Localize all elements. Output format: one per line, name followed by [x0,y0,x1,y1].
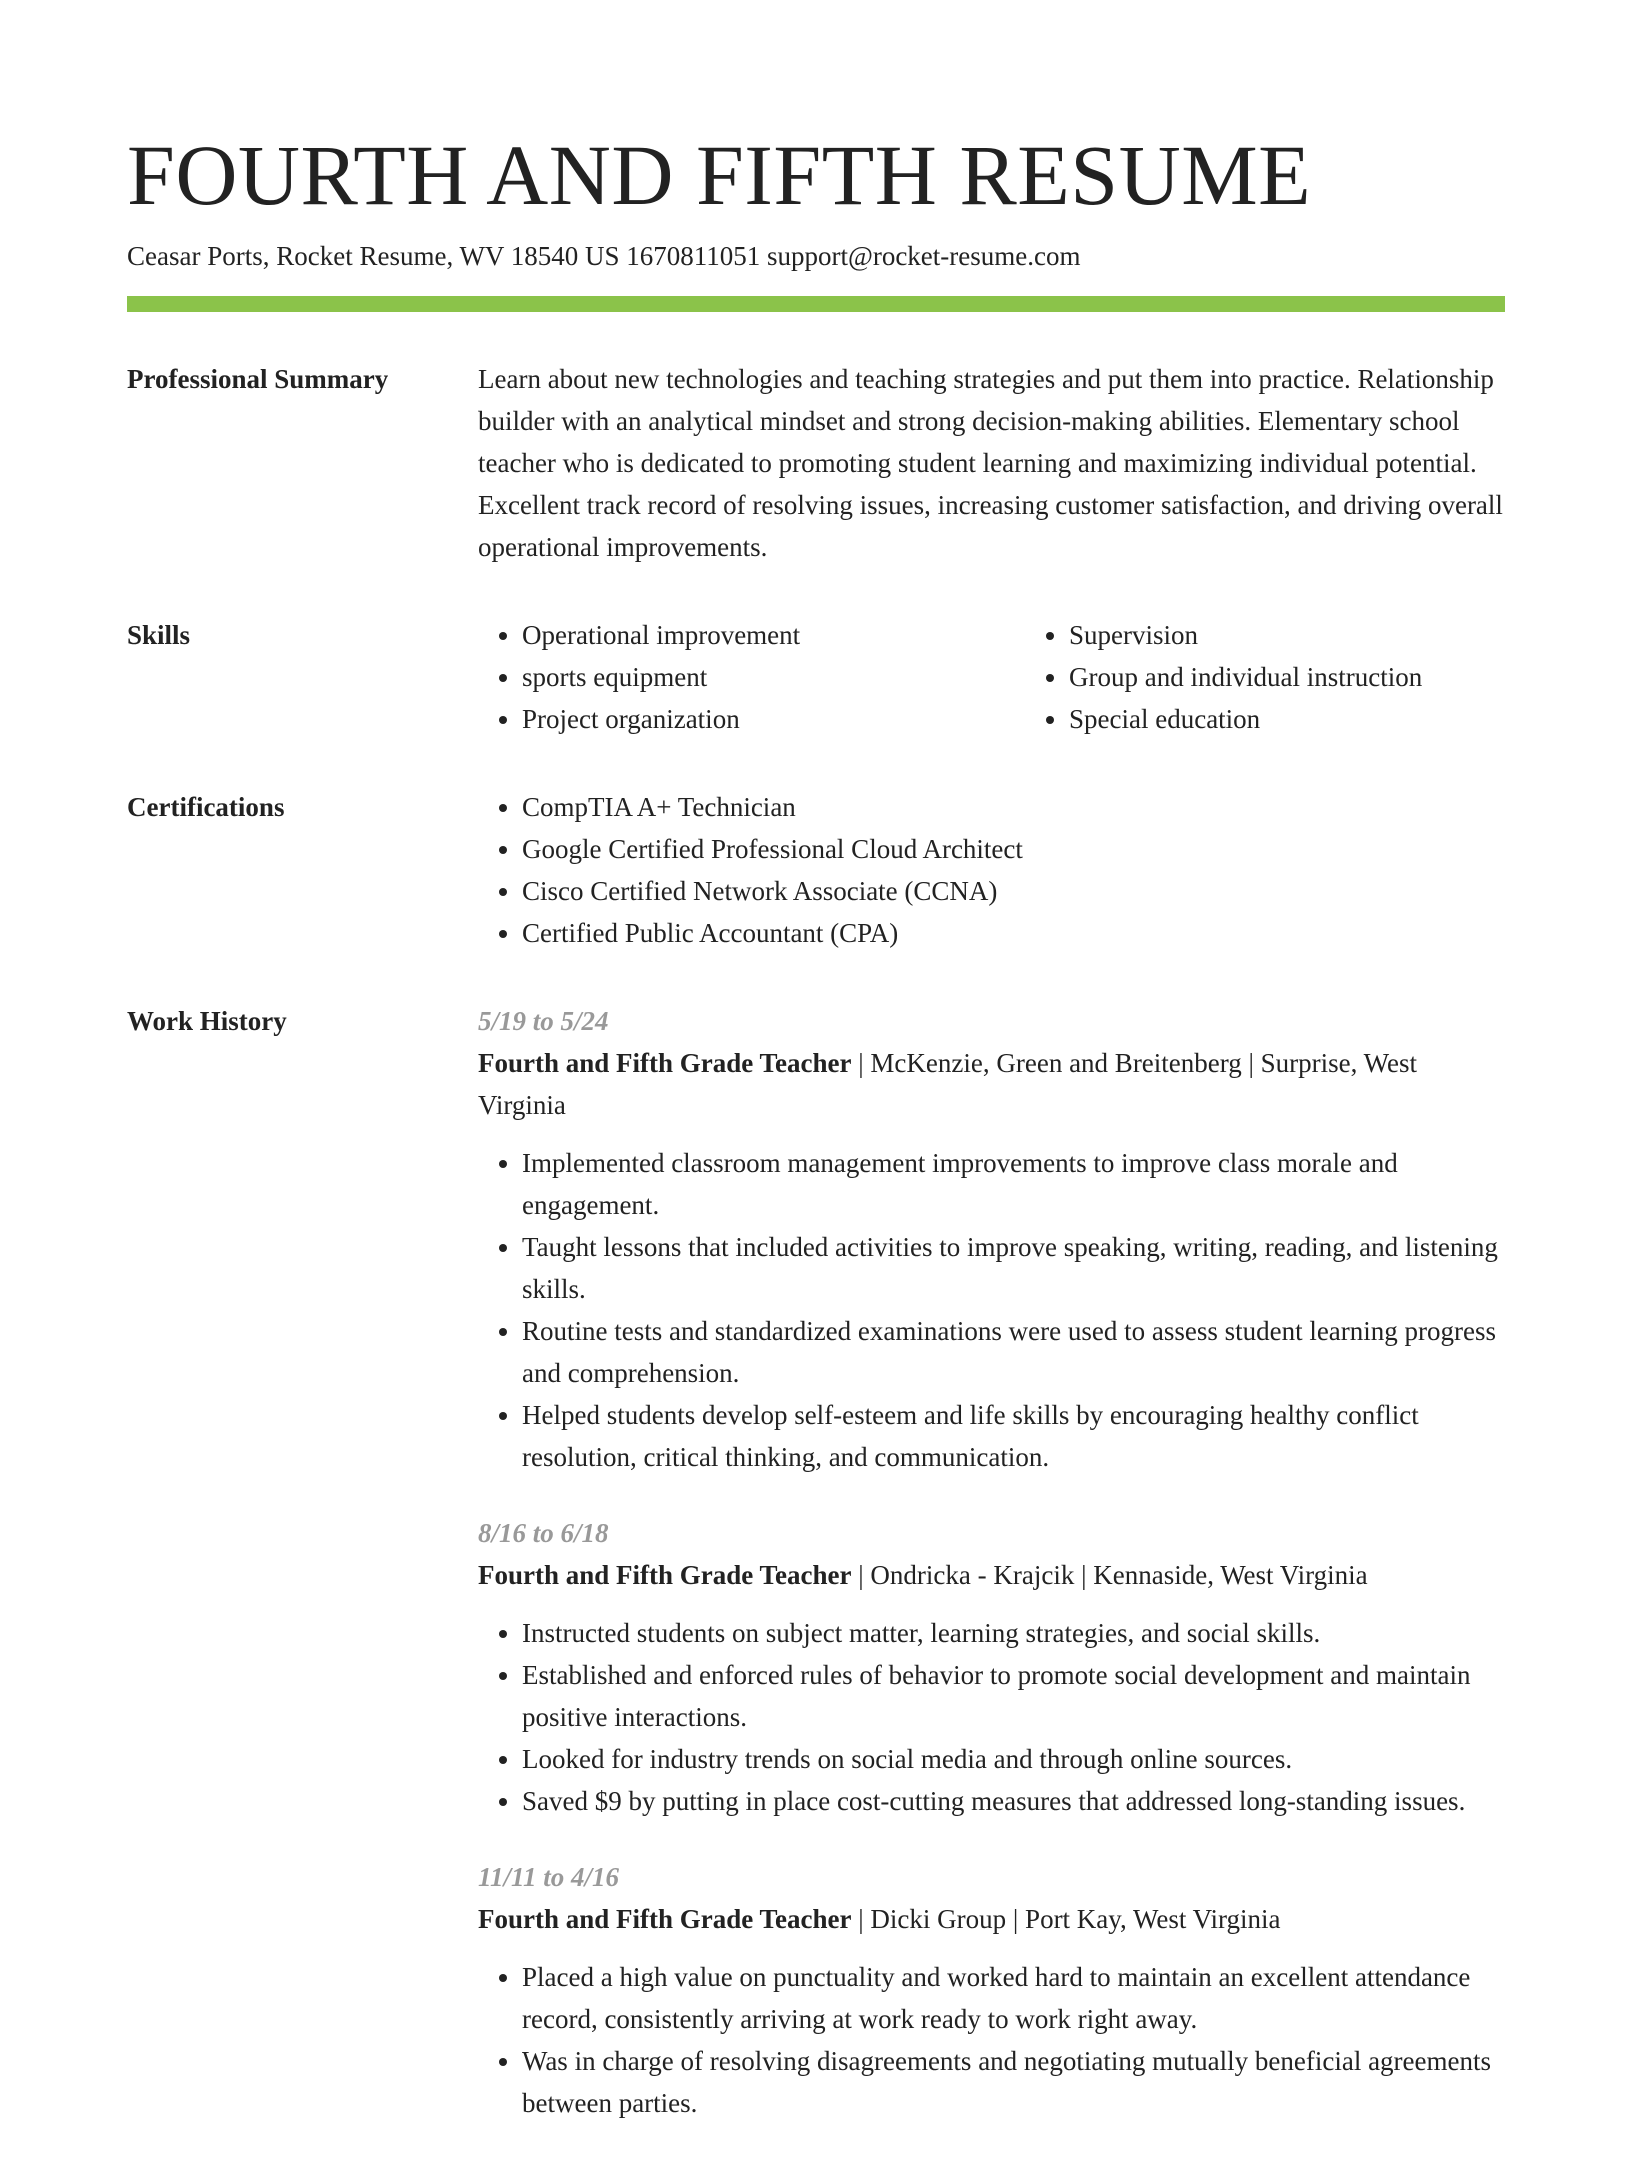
skills-body [478,614,1572,740]
job-heading [478,1898,1505,1940]
skill-item: • Group and individual instruction [1069,656,1572,698]
certification-item: • Certified Public Accountant (CPA) [522,912,1505,954]
job-heading [478,1554,1505,1596]
section-label-skills: Skills [127,620,191,651]
skills-list-left [478,614,1025,740]
skill-item: • Project organization [522,698,1025,740]
job-dates: 8/16 to 6/18 [478,1518,609,1549]
summary-section [127,358,1505,568]
job-bullet: • Saved $9 by putting in place cost-cutting measures that addressed long-standing issues. [522,1780,1505,1822]
job-bullet: • Looked for industry trends on social media and through online sources. [522,1738,1505,1780]
skill-item: • Operational improvement [522,614,1025,656]
job-entry [478,1856,1505,2124]
certifications-section [127,786,1505,954]
skill-item: • Supervision [1069,614,1572,656]
job-title: Fourth and Fifth Grade Teacher [478,1048,852,1079]
job-heading [478,1042,1505,1126]
job-bullet: • Instructed students on subject matter, learning strategies, and social skills. [522,1612,1505,1654]
section-label-certifications: Certifications [127,792,285,823]
job-bullet: • Implemented classroom management improvements to improve class morale and engagement. [522,1142,1505,1226]
skill-item: • sports equipment [522,656,1025,698]
summary-body [478,358,1505,568]
certifications-list [478,786,1505,954]
contact-line: Ceasar Ports, Rocket Resume, WV 18540 US 1670811051 support@rocket-resume.com [127,241,1081,271]
section-label-summary: Professional Summary [127,364,389,395]
skills-grid [478,614,1572,740]
job-details: | Dicki Group | Port Kay, West Virginia [851,1904,1281,1935]
job-bullets [478,1612,1505,1822]
resume-title: FOURTH AND FIFTH RESUME [127,127,1312,223]
certification-item: • CompTIA A+ Technician [522,786,1505,828]
job-bullet: • Was in charge of resolving disagreements and negotiating mutually beneficial agreements between parties. [522,2040,1505,2124]
job-title: Fourth and Fifth Grade Teacher [478,1560,852,1591]
job-details: | Ondricka - Krajcik | Kennaside, West Virginia [851,1560,1368,1591]
skills-list-right [1025,614,1572,740]
skill-item: • Special education [1069,698,1572,740]
job-entry [478,1000,1505,1478]
work-history-section [127,1000,1505,2158]
job-title: Fourth and Fifth Grade Teacher [478,1904,852,1935]
job-bullets [478,1142,1505,1478]
job-dates: 5/19 to 5/24 [478,1006,609,1037]
certification-item: • Cisco Certified Network Associate (CCNA) [522,870,1505,912]
job-bullet: • Placed a high value on punctuality and worked hard to maintain an excellent attendance record, consistently arriving at work ready to work right away. [522,1956,1505,2040]
job-bullet: • Taught lessons that included activities to improve speaking, writing, reading, and listening skills. [522,1226,1505,1310]
job-details: | McKenzie, Green and Breitenberg | Surprise, West Virginia [478,1048,1417,1121]
job-bullet: • Helped students develop self-esteem and life skills by encouraging healthy conflict resolution, critical thinking, and communication. [522,1394,1505,1478]
skills-section [127,614,1505,740]
accent-divider [127,296,1505,312]
job-bullet: • Established and enforced rules of behavior to promote social development and maintain positive interactions. [522,1654,1505,1738]
job-entry [478,1512,1505,1822]
work-history-body [478,1000,1505,2158]
job-bullets [478,1956,1505,2124]
certifications-body [478,786,1505,954]
section-label-work-history: Work History [127,1006,287,1037]
summary-text: Learn about new technologies and teaching strategies and put them into practice. Relationship builder with an analytical mindset and strong decision-making abilities. Elementary school teacher who is dedicated to promoting student learning and maximizing individual potential. Excellent track record of resolving issues, increasing customer satisfaction, and driving overall operational improvements. [478,364,1503,563]
certification-item: • Google Certified Professional Cloud Architect [522,828,1505,870]
job-dates: 11/11 to 4/16 [478,1862,620,1893]
job-bullet: • Routine tests and standardized examinations were used to assess student learning progress and comprehension. [522,1310,1505,1394]
